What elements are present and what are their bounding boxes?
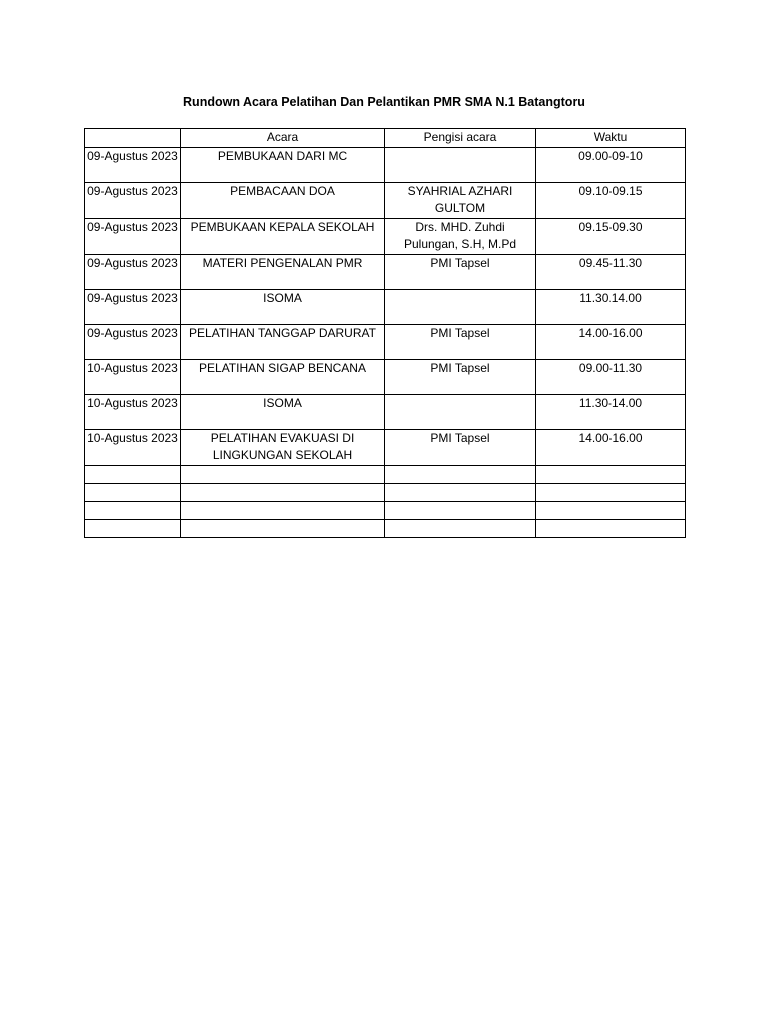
date-cell: 09-Agustus 2023 xyxy=(85,324,181,359)
empty-cell xyxy=(536,501,686,519)
acara-cell: PELATIHAN SIGAP BENCANA xyxy=(181,359,385,394)
date-cell: 09-Agustus 2023 xyxy=(85,254,181,289)
date-cell: 09-Agustus 2023 xyxy=(85,289,181,324)
empty-table-row xyxy=(85,465,686,483)
pengisi-cell: PMI Tapsel xyxy=(385,254,536,289)
empty-cell xyxy=(385,501,536,519)
empty-cell xyxy=(181,501,385,519)
empty-cell xyxy=(85,465,181,483)
pengisi-cell xyxy=(385,394,536,429)
table-row xyxy=(85,394,686,429)
empty-cell xyxy=(181,519,385,537)
table-row xyxy=(85,147,686,182)
date-cell: 09-Agustus 2023 xyxy=(85,218,181,254)
table-row xyxy=(85,254,686,289)
empty-cell xyxy=(536,519,686,537)
waktu-cell: 09.00-11.30 xyxy=(536,359,686,394)
acara-cell: PELATIHAN TANGGAP DARURAT xyxy=(181,324,385,359)
empty-cell xyxy=(85,519,181,537)
empty-cell xyxy=(385,483,536,501)
waktu-cell: 09.45-11.30 xyxy=(536,254,686,289)
acara-cell: PEMBACAAN DOA xyxy=(181,182,385,218)
acara-cell: PEMBUKAAN KEPALA SEKOLAH xyxy=(181,218,385,254)
empty-cell xyxy=(385,519,536,537)
date-cell: 09-Agustus 2023 xyxy=(85,182,181,218)
empty-table-row xyxy=(85,483,686,501)
acara-cell: ISOMA xyxy=(181,289,385,324)
acara-cell: PELATIHAN EVAKUASI DI LINGKUNGAN SEKOLAH xyxy=(181,429,385,465)
empty-table-row xyxy=(85,519,686,537)
empty-cell xyxy=(181,465,385,483)
pengisi-cell: SYAHRIAL AZHARI GULTOM xyxy=(385,182,536,218)
waktu-cell: 09.10-09.15 xyxy=(536,182,686,218)
empty-cell xyxy=(536,465,686,483)
date-cell: 10-Agustus 2023 xyxy=(85,359,181,394)
date-cell: 10-Agustus 2023 xyxy=(85,394,181,429)
waktu-cell: 14.00-16.00 xyxy=(536,324,686,359)
pengisi-cell: PMI Tapsel xyxy=(385,324,536,359)
header-cell-pengisi: Pengisi acara xyxy=(385,129,536,148)
pengisi-cell: PMI Tapsel xyxy=(385,429,536,465)
header-cell-acara: Acara xyxy=(181,129,385,148)
waktu-cell: 09.00-09-10 xyxy=(536,147,686,182)
header-cell-waktu: Waktu xyxy=(536,129,686,148)
table-row xyxy=(85,429,686,465)
acara-cell: MATERI PENGENALAN PMR xyxy=(181,254,385,289)
empty-cell xyxy=(536,483,686,501)
pengisi-cell xyxy=(385,147,536,182)
rundown-table-body xyxy=(85,129,686,538)
table-row xyxy=(85,218,686,254)
rundown-table xyxy=(84,128,686,538)
acara-cell: PEMBUKAAN DARI MC xyxy=(181,147,385,182)
pengisi-cell: Drs. MHD. Zuhdi Pulungan, S.H, M.Pd xyxy=(385,218,536,254)
waktu-cell: 09.15-09.30 xyxy=(536,218,686,254)
waktu-cell: 14.00-16.00 xyxy=(536,429,686,465)
date-cell: 09-Agustus 2023 xyxy=(85,147,181,182)
header-cell-date xyxy=(85,129,181,148)
empty-cell xyxy=(385,465,536,483)
table-header-row xyxy=(85,129,686,148)
empty-cell xyxy=(181,483,385,501)
table-row xyxy=(85,359,686,394)
acara-cell: ISOMA xyxy=(181,394,385,429)
waktu-cell: 11.30.14.00 xyxy=(536,289,686,324)
table-row xyxy=(85,182,686,218)
pengisi-cell: PMI Tapsel xyxy=(385,359,536,394)
empty-table-row xyxy=(85,501,686,519)
page-title: Rundown Acara Pelatihan Dan Pelantikan PMR SMA N.1 Batangtoru xyxy=(183,95,585,109)
table-row xyxy=(85,289,686,324)
empty-cell xyxy=(85,501,181,519)
pengisi-cell xyxy=(385,289,536,324)
table-row xyxy=(85,324,686,359)
waktu-cell: 11.30-14.00 xyxy=(536,394,686,429)
empty-cell xyxy=(85,483,181,501)
date-cell: 10-Agustus 2023 xyxy=(85,429,181,465)
